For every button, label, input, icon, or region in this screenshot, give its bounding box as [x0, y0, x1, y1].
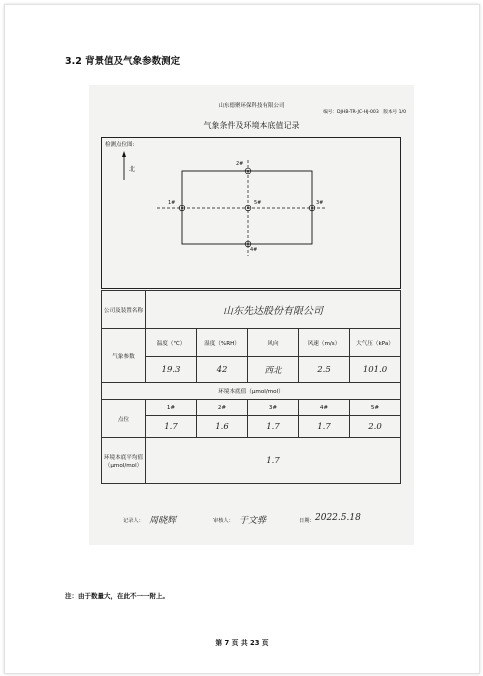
weather-header: 湿度（%RH）: [197, 329, 248, 357]
document-number: 编号：DJHB-TR-JC-HJ-003 版本号 1/0: [323, 110, 406, 115]
reviewer-label: 审核人：: [213, 518, 234, 524]
weather-value-row: [102, 357, 401, 383]
weather-value-pressure: 101.0: [350, 357, 401, 383]
weather-header: 风向: [248, 329, 299, 357]
point-header: 2#: [197, 400, 248, 416]
company-header: 山东德聚环保科技有限公司: [218, 103, 285, 109]
point-header: 5#: [350, 400, 401, 416]
weather-header: 温度（℃）: [146, 329, 197, 357]
weather-value-temperature: 19.3: [146, 357, 197, 383]
point-header: 4#: [299, 400, 350, 416]
date-label: 日期：: [299, 518, 315, 524]
background-title-row: [102, 383, 401, 400]
scanned-record-form: [89, 85, 414, 545]
weather-value-wind-direction: 西北: [248, 357, 299, 383]
point-value: 1.7: [299, 416, 350, 438]
document-page: [4, 4, 480, 674]
note-text: 注：由于数量大，在此不一一附上。: [65, 592, 169, 600]
weather-value-humidity: 42: [197, 357, 248, 383]
point-label: 点位: [102, 400, 146, 438]
diagram-drawing: [102, 138, 402, 290]
section-title: 3.2 背景值及气象参数测定: [65, 56, 181, 67]
weather-header-row: [102, 329, 401, 357]
plant-area-outline: [182, 171, 312, 244]
signature-row: [101, 513, 401, 533]
record-title: 气象条件及环境本底值记录: [203, 121, 300, 130]
north-arrow-head-icon: [122, 151, 126, 157]
record-table: [101, 290, 401, 484]
weather-value-wind-speed: 2.5: [299, 357, 350, 383]
diagram-label: 检测点位图:: [105, 142, 135, 148]
point-header: 3#: [248, 400, 299, 416]
point-value: 1.6: [197, 416, 248, 438]
point-4-label: 4#: [250, 247, 258, 253]
recorder-label: 记录人：: [123, 518, 144, 524]
company-label: 公司及装置名称: [102, 291, 146, 329]
point-5-label: 5#: [254, 200, 262, 206]
point-2-label: 2#: [236, 161, 244, 167]
average-row: [102, 438, 401, 484]
page-footer: 第 7 页 共 23 页: [215, 639, 269, 647]
average-value: 1.7: [146, 438, 401, 484]
point-value: 1.7: [248, 416, 299, 438]
date-value: 2022.5.18: [315, 513, 361, 523]
reviewer-signature: 于文骅: [239, 516, 267, 526]
point-3-label: 3#: [316, 200, 324, 206]
point-value: 1.7: [146, 416, 197, 438]
background-title: 环境本底值（μmol/mol）: [102, 383, 401, 400]
weather-label: 气象参数: [102, 329, 146, 383]
recorder-signature: 周晓辉: [149, 516, 177, 526]
weather-header: 大气压（kPa）: [350, 329, 401, 357]
point-value: 2.0: [350, 416, 401, 438]
point-header-row: [102, 400, 401, 416]
point-header: 1#: [146, 400, 197, 416]
point-value-row: [102, 416, 401, 438]
company-value: 山东先达股份有限公司: [146, 291, 401, 329]
north-label: 北: [129, 166, 136, 173]
average-label: 环境本底平均值（μmol/mol）: [102, 438, 146, 484]
point-1-label: 1#: [168, 200, 176, 206]
monitoring-point-diagram: [101, 137, 401, 289]
weather-header: 风速（m/s）: [299, 329, 350, 357]
company-row: [102, 291, 401, 329]
